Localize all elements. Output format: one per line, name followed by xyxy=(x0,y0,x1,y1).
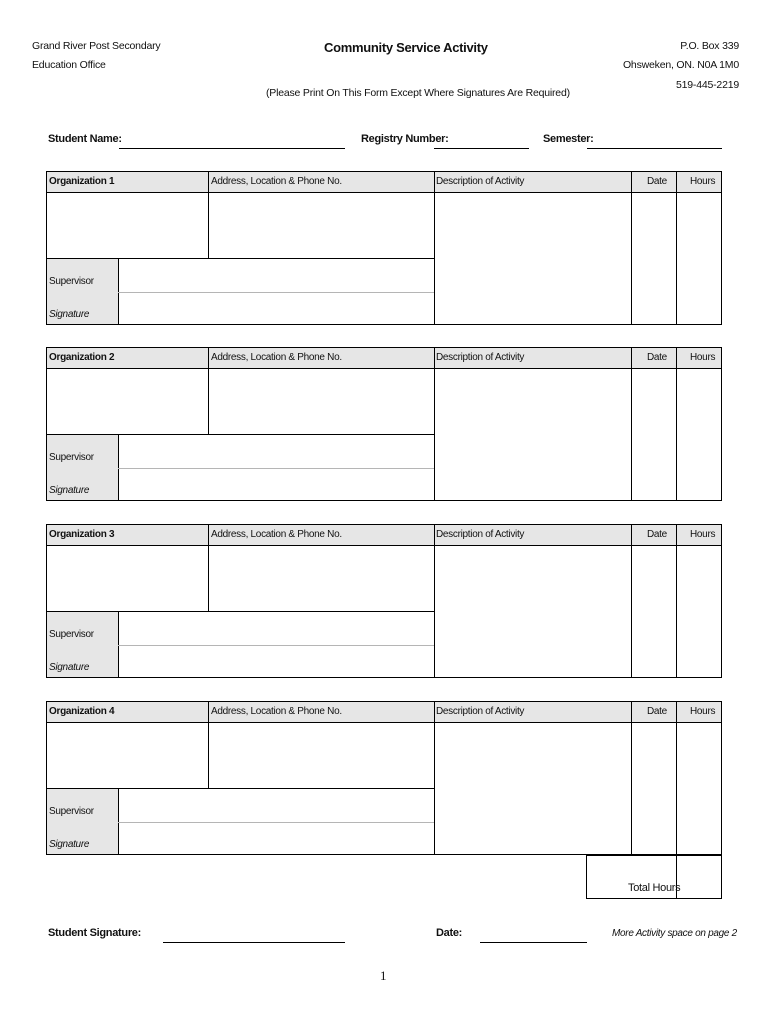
hours-field[interactable] xyxy=(677,723,721,854)
supervisor-field[interactable] xyxy=(119,612,434,645)
date-label: Date: xyxy=(436,927,463,939)
signature-label: Signature xyxy=(49,662,90,673)
organization-name-field[interactable] xyxy=(47,193,208,258)
date-field[interactable] xyxy=(632,193,676,324)
supervisor-label: Supervisor xyxy=(49,806,94,817)
supervisor-label: Supervisor xyxy=(49,629,94,640)
supervisor-label: Supervisor xyxy=(49,276,94,287)
page-number: 1 xyxy=(380,968,387,983)
organization-block-4 xyxy=(46,701,722,855)
organization-header-row xyxy=(47,348,721,369)
organization-name-field[interactable] xyxy=(47,723,208,788)
office-name-line1: Grand River Post Secondary xyxy=(32,40,161,52)
organization-name-field[interactable] xyxy=(47,369,208,434)
signature-label: Signature xyxy=(49,839,90,850)
description-column-header: Description of Activity xyxy=(436,176,525,187)
phone-number: 519-445-2219 xyxy=(676,79,739,91)
supervisor-field[interactable] xyxy=(119,435,434,468)
description-column-header: Description of Activity xyxy=(436,352,525,363)
total-hours-field[interactable] xyxy=(677,856,721,898)
date-field[interactable] xyxy=(632,723,676,854)
organization-block-3 xyxy=(46,524,722,678)
supervisor-field[interactable] xyxy=(119,789,434,822)
office-name-line2: Education Office xyxy=(32,59,106,71)
date-column-header: Date xyxy=(647,176,667,187)
date-field[interactable] xyxy=(480,942,587,943)
description-field[interactable] xyxy=(435,723,631,854)
student-name-field[interactable] xyxy=(119,148,345,149)
student-signature-label: Student Signature: xyxy=(48,927,141,939)
organization-label: Organization 3 xyxy=(49,529,115,540)
address-field[interactable] xyxy=(209,723,434,788)
student-signature-field[interactable] xyxy=(163,942,345,943)
address-column-header: Address, Location & Phone No. xyxy=(211,352,342,363)
address-city: Ohsweken, ON. N0A 1M0 xyxy=(622,59,739,71)
address-field[interactable] xyxy=(209,193,434,258)
signature-field[interactable] xyxy=(119,646,434,677)
organization-label: Organization 2 xyxy=(49,352,115,363)
date-column-header: Date xyxy=(647,706,667,717)
organization-block-2 xyxy=(46,347,722,501)
supervisor-field[interactable] xyxy=(119,259,434,292)
form-instructions: (Please Print On This Form Except Where Signatures Are Required) xyxy=(266,87,570,99)
address-po-box: P.O. Box 339 xyxy=(680,40,739,52)
address-column-header: Address, Location & Phone No. xyxy=(211,529,342,540)
signature-label: Signature xyxy=(49,485,90,496)
hours-column-header: Hours xyxy=(690,352,716,363)
organization-name-field[interactable] xyxy=(47,546,208,611)
organization-header-row xyxy=(47,702,721,723)
date-field[interactable] xyxy=(632,546,676,677)
supervisor-label: Supervisor xyxy=(49,452,94,463)
organization-label: Organization 1 xyxy=(49,176,115,187)
description-column-header: Description of Activity xyxy=(436,706,525,717)
date-column-header: Date xyxy=(647,529,667,540)
hours-column-header: Hours xyxy=(690,176,716,187)
semester-field[interactable] xyxy=(587,148,722,149)
semester-label: Semester: xyxy=(543,133,594,145)
signature-field[interactable] xyxy=(119,469,434,500)
signature-field[interactable] xyxy=(119,823,434,854)
total-hours-box xyxy=(586,855,722,899)
address-column-header: Address, Location & Phone No. xyxy=(211,176,342,187)
organization-header-row xyxy=(47,525,721,546)
organization-block-1 xyxy=(46,171,722,325)
address-column-header: Address, Location & Phone No. xyxy=(211,706,342,717)
date-column-header: Date xyxy=(647,352,667,363)
total-hours-label: Total Hours xyxy=(628,882,681,894)
registry-number-label: Registry Number: xyxy=(361,133,449,145)
signature-field[interactable] xyxy=(119,293,434,324)
student-name-label: Student Name: xyxy=(48,133,122,145)
description-field[interactable] xyxy=(435,369,631,500)
hours-field[interactable] xyxy=(677,193,721,324)
organization-header-row xyxy=(47,172,721,193)
description-field[interactable] xyxy=(435,546,631,677)
hours-field[interactable] xyxy=(677,546,721,677)
address-field[interactable] xyxy=(209,546,434,611)
date-field[interactable] xyxy=(632,369,676,500)
form-title: Community Service Activity xyxy=(324,40,488,55)
hours-field[interactable] xyxy=(677,369,721,500)
registry-number-field[interactable] xyxy=(434,148,529,149)
description-field[interactable] xyxy=(435,193,631,324)
address-field[interactable] xyxy=(209,369,434,434)
organization-label: Organization 4 xyxy=(49,706,115,717)
description-column-header: Description of Activity xyxy=(436,529,525,540)
signature-label: Signature xyxy=(49,309,90,320)
hours-column-header: Hours xyxy=(690,706,716,717)
more-space-note: More Activity space on page 2 xyxy=(612,928,737,939)
hours-column-header: Hours xyxy=(690,529,716,540)
